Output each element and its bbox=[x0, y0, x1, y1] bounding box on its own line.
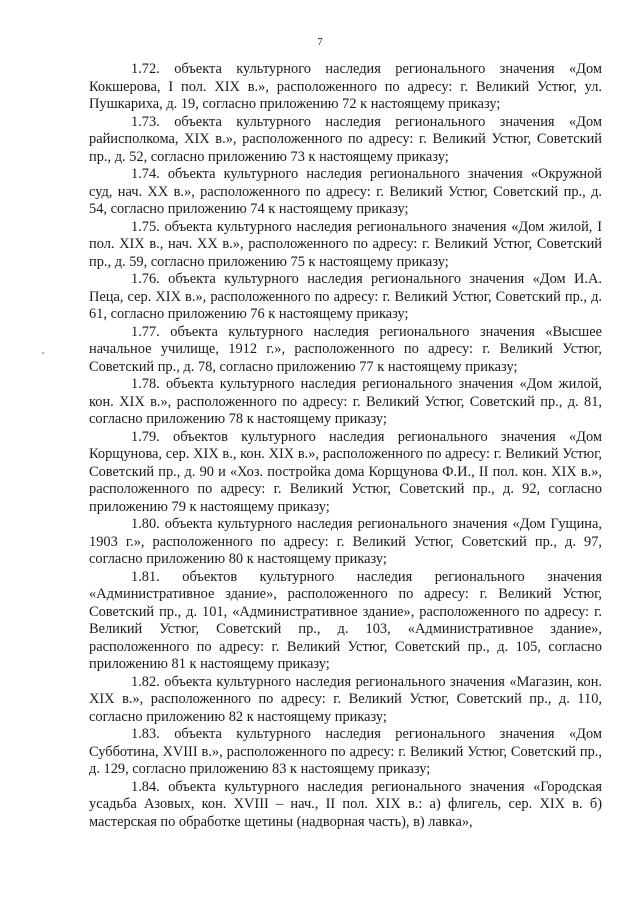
order-item: 1.73. объекта культурного наследия регионального значения «Дом райисполкома, XIX в.», расположенного по адресу: г. Великий Устюг, Советский пр., д. 52, согласно приложению 73 к настоящему приказу; bbox=[89, 113, 602, 165]
order-item: 1.76. объекта культурного наследия регионального значения «Дом И.А. Пеца, сер. XIX в.», расположенного по адресу: г. Великий Устюг, Советский пр., д. 61, согласно приложению 76 к настоящему приказу; bbox=[89, 271, 602, 322]
order-item: 1.74. объекта культурного наследия регионального значения «Окружной суд, нач. XX в.», расположенного по адресу: г. Великий Устюг, Советский пр., д. 54, согласно приложению 74 к настоящему приказу; bbox=[89, 166, 602, 217]
order-item: 1.77. объекта культурного наследия регионального значения «Высшее начальное училище, 1912 г.», расположенного по адресу: г. Великий Устюг, Советский пр., д. 78, согласно приложению 77 к настоящему приказу; bbox=[89, 323, 602, 375]
order-item: 1.84. объекта культурного наследия регионального значения «Городская усадьба Азовых, кон. XVIII – нач., II пол. XIX в.: а) флигель, сер. XIX в. б) мастерская по обработке щетины (надворная часть), в) лавка», bbox=[89, 778, 602, 830]
order-item: 1.72. объекта культурного наследия регионального значения «Дом Кокшерова, I пол. XIX в.», расположенного по адресу: г. Великий Устюг, ул. Пушкариха, д. 19, согласно приложению 72 к настоящему приказу; bbox=[89, 61, 602, 112]
order-items-list bbox=[89, 61, 602, 831]
order-item: 1.80. объекта культурного наследия регионального значения «Дом Гущина, 1903 г.», расположенного по адресу: г. Великий Устюг, Советский пр., д. 97, согласно приложению 80 к настоящему приказу; bbox=[89, 516, 602, 567]
order-item: 1.83. объекта культурного наследия регионального значения «Дом Субботина, XVIII в.», расположенного по адресу: г. Великий Устюг, Советский пр., д. 129, согласно приложению 83 к настоящему приказу; bbox=[89, 726, 602, 777]
scan-speck bbox=[42, 352, 44, 354]
order-item: 1.79. объектов культурного наследия регионального значения «Дом Корщунова, сер. XIX в., кон. XIX в.», расположенного по адресу: г. Великий Устюг, Советский пр., д. 90 и «Хоз. постройка дома Корщунова Ф.И., II пол. кон. XIX в.», расположенного по адресу: г. Великий Устюг, Советский пр., д. 92, согласно приложению 79 к настоящему приказу; bbox=[89, 428, 602, 515]
page-number: 7 bbox=[317, 36, 323, 48]
order-item: 1.78. объекта культурного наследия регионального значения «Дом жилой, кон. XIX в.», расположенного по адресу: г. Великий Устюг, Советский пр., д. 81, согласно приложению 78 к настоящему приказу; bbox=[89, 376, 602, 427]
order-item: 1.75. объекта культурного наследия регионального значения «Дом жилой, I пол. XIX в., нач. XX в.», расположенного по адресу: г. Великий Устюг, Советский пр., д. 59, согласно приложению 75 к настоящему приказу; bbox=[89, 218, 602, 270]
order-item: 1.82. объекта культурного наследия регионального значения «Магазин, кон. XIX в.», расположенного по адресу: г. Великий Устюг, Советский пр., д. 110, согласно приложению 82 к настоящему приказу; bbox=[89, 673, 602, 725]
order-item: 1.81. объектов культурного наследия регионального значения «Административное здание», расположенного по адресу: г. Великий Устюг, Советский пр., д. 101, «Административное здание», расположенного по адресу: г. Великий Устюг, Советский пр., д. 103, «Административное здание», расположенного по адресу: г. Великий Устюг, Советский пр., д. 105, согласно приложению 81 к настоящему приказу; bbox=[89, 568, 602, 672]
